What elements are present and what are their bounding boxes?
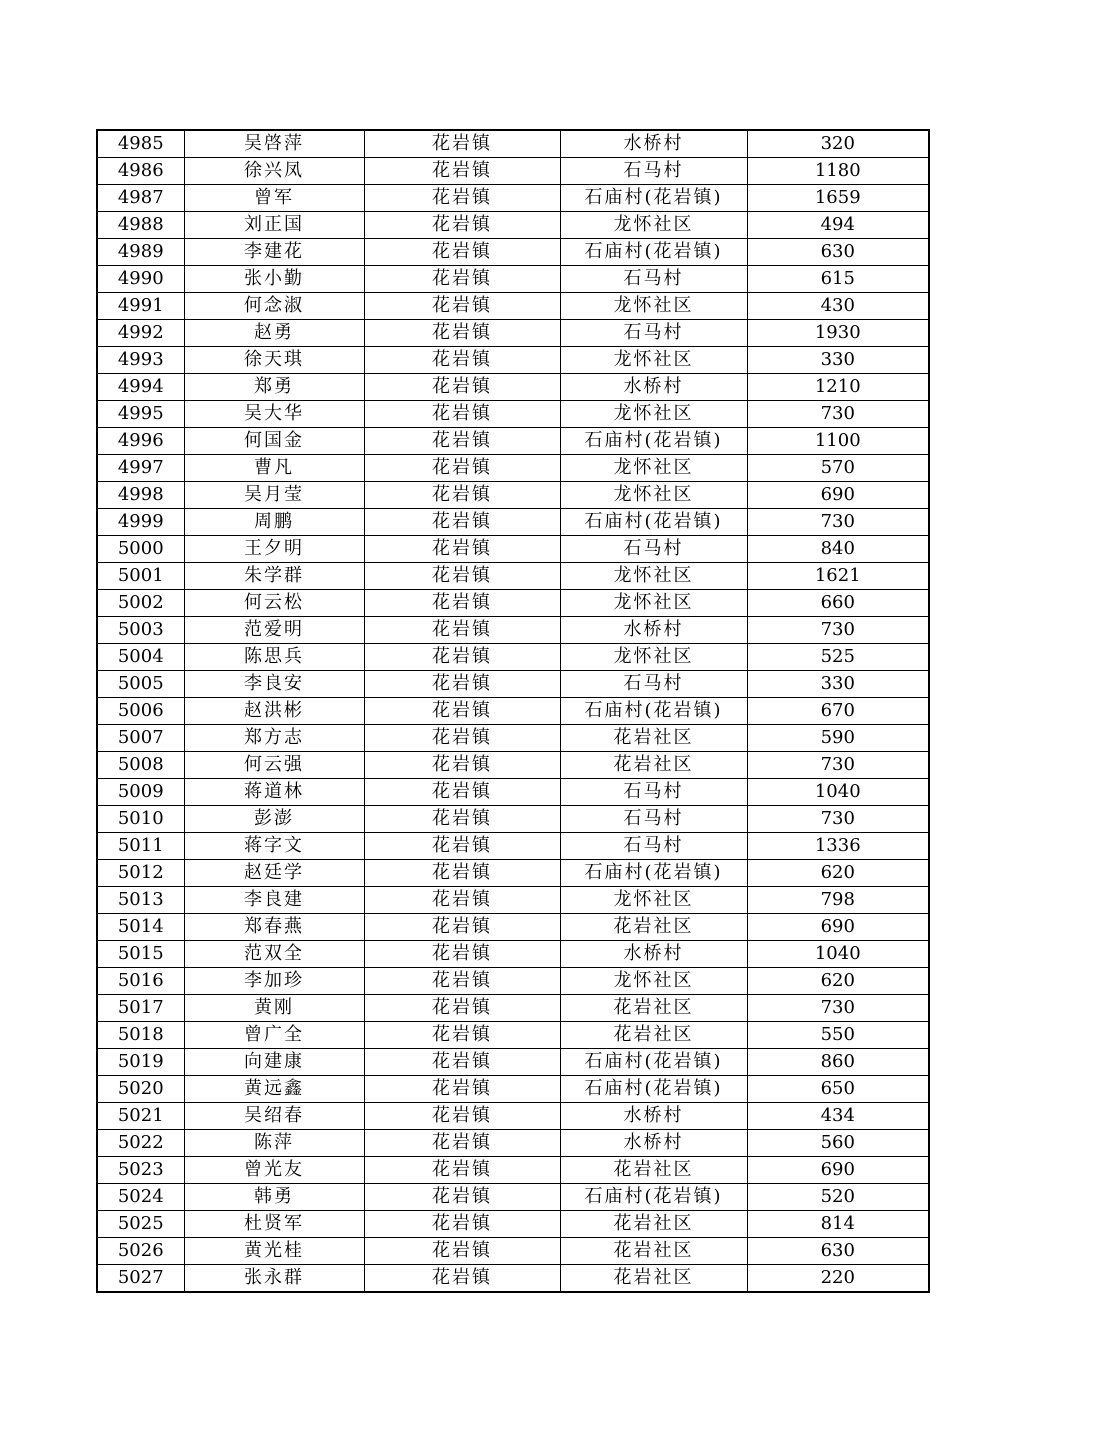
cell-amount: 330 [747,347,929,374]
cell-town: 花岩镇 [364,401,560,428]
cell-id: 5018 [97,1022,184,1049]
cell-name: 曾军 [184,185,364,212]
cell-name: 徐兴凤 [184,158,364,185]
cell-amount: 434 [747,1103,929,1130]
cell-id: 5009 [97,779,184,806]
cell-town: 花岩镇 [364,1130,560,1157]
cell-village: 石马村 [560,536,747,563]
cell-name: 黄光桂 [184,1238,364,1265]
table-row [97,887,929,914]
cell-name: 曾广全 [184,1022,364,1049]
cell-town: 花岩镇 [364,185,560,212]
cell-id: 4995 [97,401,184,428]
cell-village: 石马村 [560,158,747,185]
cell-id: 4986 [97,158,184,185]
table-row [97,1211,929,1238]
cell-village: 花岩社区 [560,1157,747,1184]
cell-id: 4998 [97,482,184,509]
table-row [97,725,929,752]
cell-name: 杜贤军 [184,1211,364,1238]
table-row [97,374,929,401]
cell-town: 花岩镇 [364,914,560,941]
table-row [97,1022,929,1049]
cell-name: 张小勤 [184,266,364,293]
table-row [97,941,929,968]
cell-town: 花岩镇 [364,725,560,752]
cell-amount: 730 [747,806,929,833]
cell-id: 5014 [97,914,184,941]
cell-village: 花岩社区 [560,914,747,941]
table-row [97,509,929,536]
cell-name: 王夕明 [184,536,364,563]
cell-village: 石马村 [560,833,747,860]
table-row [97,1184,929,1211]
cell-town: 花岩镇 [364,320,560,347]
cell-amount: 590 [747,725,929,752]
cell-village: 龙怀社区 [560,590,747,617]
cell-village: 龙怀社区 [560,347,747,374]
cell-id: 4996 [97,428,184,455]
table-row [97,563,929,590]
cell-name: 吴啓萍 [184,130,364,158]
cell-name: 李建花 [184,239,364,266]
table-row [97,698,929,725]
cell-name: 陈思兵 [184,644,364,671]
cell-amount: 1100 [747,428,929,455]
cell-amount: 814 [747,1211,929,1238]
table-row [97,266,929,293]
cell-name: 赵廷学 [184,860,364,887]
table-row [97,1076,929,1103]
cell-id: 5002 [97,590,184,617]
cell-town: 花岩镇 [364,563,560,590]
cell-amount: 860 [747,1049,929,1076]
cell-id: 5016 [97,968,184,995]
cell-town: 花岩镇 [364,1103,560,1130]
cell-town: 花岩镇 [364,590,560,617]
cell-village: 龙怀社区 [560,563,747,590]
cell-name: 何念淑 [184,293,364,320]
cell-name: 蒋字文 [184,833,364,860]
cell-amount: 1040 [747,941,929,968]
cell-id: 5015 [97,941,184,968]
cell-town: 花岩镇 [364,536,560,563]
cell-amount: 620 [747,968,929,995]
cell-name: 刘正国 [184,212,364,239]
cell-id: 5004 [97,644,184,671]
cell-town: 花岩镇 [364,860,560,887]
table-row [97,212,929,239]
cell-id: 4990 [97,266,184,293]
cell-name: 徐天琪 [184,347,364,374]
table-row [97,860,929,887]
cell-town: 花岩镇 [364,347,560,374]
cell-amount: 1659 [747,185,929,212]
cell-id: 5013 [97,887,184,914]
cell-town: 花岩镇 [364,455,560,482]
cell-id: 5007 [97,725,184,752]
table-row [97,644,929,671]
cell-amount: 525 [747,644,929,671]
table-body [97,130,929,1292]
cell-amount: 630 [747,1238,929,1265]
table-row [97,347,929,374]
cell-town: 花岩镇 [364,968,560,995]
cell-id: 4992 [97,320,184,347]
cell-id: 5022 [97,1130,184,1157]
table-row [97,833,929,860]
cell-town: 花岩镇 [364,617,560,644]
cell-village: 花岩社区 [560,1022,747,1049]
cell-name: 周鹏 [184,509,364,536]
cell-id: 4989 [97,239,184,266]
cell-amount: 730 [747,401,929,428]
cell-amount: 730 [747,995,929,1022]
cell-name: 李良建 [184,887,364,914]
cell-village: 龙怀社区 [560,293,747,320]
table-row [97,1130,929,1157]
cell-name: 范双全 [184,941,364,968]
cell-amount: 560 [747,1130,929,1157]
table-row [97,428,929,455]
cell-name: 陈萍 [184,1130,364,1157]
data-table [96,129,930,1293]
cell-name: 蒋道林 [184,779,364,806]
table-row [97,968,929,995]
table-row [97,239,929,266]
cell-village: 石马村 [560,320,747,347]
cell-village: 龙怀社区 [560,482,747,509]
cell-id: 5010 [97,806,184,833]
table-row [97,752,929,779]
table-row [97,293,929,320]
cell-id: 5025 [97,1211,184,1238]
cell-amount: 670 [747,698,929,725]
cell-amount: 550 [747,1022,929,1049]
cell-village: 石庙村(花岩镇) [560,1076,747,1103]
cell-village: 石庙村(花岩镇) [560,1049,747,1076]
cell-name: 张永群 [184,1265,364,1293]
cell-name: 黄刚 [184,995,364,1022]
cell-amount: 494 [747,212,929,239]
table-row [97,1049,929,1076]
cell-id: 4985 [97,130,184,158]
cell-town: 花岩镇 [364,428,560,455]
cell-amount: 840 [747,536,929,563]
table-row [97,130,929,158]
cell-amount: 330 [747,671,929,698]
cell-amount: 570 [747,455,929,482]
cell-village: 龙怀社区 [560,968,747,995]
cell-village: 水桥村 [560,1103,747,1130]
cell-amount: 430 [747,293,929,320]
cell-town: 花岩镇 [364,212,560,239]
cell-id: 4999 [97,509,184,536]
cell-town: 花岩镇 [364,806,560,833]
cell-amount: 1930 [747,320,929,347]
cell-town: 花岩镇 [364,158,560,185]
cell-name: 郑方志 [184,725,364,752]
cell-village: 水桥村 [560,941,747,968]
cell-id: 5027 [97,1265,184,1293]
cell-name: 赵洪彬 [184,698,364,725]
cell-village: 石庙村(花岩镇) [560,1184,747,1211]
cell-name: 吴月莹 [184,482,364,509]
cell-id: 5023 [97,1157,184,1184]
cell-amount: 798 [747,887,929,914]
cell-amount: 220 [747,1265,929,1293]
cell-village: 石马村 [560,671,747,698]
cell-town: 花岩镇 [364,941,560,968]
table-row [97,1103,929,1130]
cell-amount: 730 [747,617,929,644]
cell-id: 5003 [97,617,184,644]
cell-village: 水桥村 [560,1130,747,1157]
table-row [97,1238,929,1265]
cell-town: 花岩镇 [364,671,560,698]
cell-id: 4991 [97,293,184,320]
cell-village: 石马村 [560,779,747,806]
cell-town: 花岩镇 [364,887,560,914]
cell-name: 韩勇 [184,1184,364,1211]
cell-name: 李加珍 [184,968,364,995]
cell-village: 花岩社区 [560,752,747,779]
cell-village: 龙怀社区 [560,887,747,914]
cell-town: 花岩镇 [364,1211,560,1238]
table-row [97,320,929,347]
cell-village: 石庙村(花岩镇) [560,698,747,725]
cell-name: 何云强 [184,752,364,779]
cell-name: 曹凡 [184,455,364,482]
cell-village: 花岩社区 [560,1238,747,1265]
cell-name: 范爱明 [184,617,364,644]
cell-id: 5000 [97,536,184,563]
cell-amount: 730 [747,509,929,536]
table-row [97,536,929,563]
table-row [97,482,929,509]
cell-village: 花岩社区 [560,725,747,752]
table-row [97,401,929,428]
cell-town: 花岩镇 [364,779,560,806]
cell-town: 花岩镇 [364,293,560,320]
table-row [97,185,929,212]
cell-town: 花岩镇 [364,1049,560,1076]
cell-id: 4993 [97,347,184,374]
cell-town: 花岩镇 [364,833,560,860]
cell-id: 5006 [97,698,184,725]
cell-town: 花岩镇 [364,239,560,266]
cell-town: 花岩镇 [364,374,560,401]
cell-village: 水桥村 [560,617,747,644]
cell-name: 李良安 [184,671,364,698]
cell-amount: 690 [747,482,929,509]
cell-village: 石庙村(花岩镇) [560,509,747,536]
cell-village: 花岩社区 [560,1265,747,1293]
cell-amount: 650 [747,1076,929,1103]
cell-name: 郑春燕 [184,914,364,941]
cell-town: 花岩镇 [364,644,560,671]
cell-village: 石庙村(花岩镇) [560,185,747,212]
cell-name: 何国金 [184,428,364,455]
cell-id: 5024 [97,1184,184,1211]
cell-id: 5017 [97,995,184,1022]
cell-town: 花岩镇 [364,1238,560,1265]
cell-name: 赵勇 [184,320,364,347]
table-row [97,806,929,833]
table-row [97,914,929,941]
cell-name: 何云松 [184,590,364,617]
cell-village: 石庙村(花岩镇) [560,428,747,455]
cell-village: 石庙村(花岩镇) [560,239,747,266]
cell-village: 石马村 [560,266,747,293]
cell-amount: 660 [747,590,929,617]
cell-town: 花岩镇 [364,698,560,725]
table-row [97,455,929,482]
cell-town: 花岩镇 [364,752,560,779]
cell-town: 花岩镇 [364,482,560,509]
table-row [97,671,929,698]
cell-town: 花岩镇 [364,1022,560,1049]
cell-amount: 1180 [747,158,929,185]
cell-name: 黄远鑫 [184,1076,364,1103]
cell-name: 吴绍春 [184,1103,364,1130]
cell-name: 吴大华 [184,401,364,428]
cell-amount: 320 [747,130,929,158]
cell-name: 朱学群 [184,563,364,590]
cell-id: 5020 [97,1076,184,1103]
cell-id: 5008 [97,752,184,779]
cell-amount: 630 [747,239,929,266]
cell-id: 5026 [97,1238,184,1265]
cell-amount: 520 [747,1184,929,1211]
cell-id: 4997 [97,455,184,482]
cell-amount: 1040 [747,779,929,806]
cell-village: 花岩社区 [560,1211,747,1238]
cell-amount: 690 [747,1157,929,1184]
cell-name: 曾光友 [184,1157,364,1184]
cell-town: 花岩镇 [364,1076,560,1103]
cell-id: 5001 [97,563,184,590]
cell-town: 花岩镇 [364,509,560,536]
cell-amount: 690 [747,914,929,941]
cell-village: 花岩社区 [560,995,747,1022]
cell-id: 5019 [97,1049,184,1076]
cell-town: 花岩镇 [364,130,560,158]
cell-amount: 730 [747,752,929,779]
table-row [97,995,929,1022]
cell-id: 4987 [97,185,184,212]
cell-town: 花岩镇 [364,1184,560,1211]
cell-amount: 1336 [747,833,929,860]
cell-town: 花岩镇 [364,1157,560,1184]
cell-village: 龙怀社区 [560,455,747,482]
cell-village: 石马村 [560,806,747,833]
table-row [97,158,929,185]
table-row [97,617,929,644]
cell-id: 5021 [97,1103,184,1130]
cell-village: 龙怀社区 [560,401,747,428]
cell-village: 石庙村(花岩镇) [560,860,747,887]
table-row [97,590,929,617]
cell-amount: 1621 [747,563,929,590]
cell-village: 龙怀社区 [560,644,747,671]
cell-id: 5005 [97,671,184,698]
cell-id: 5011 [97,833,184,860]
cell-village: 水桥村 [560,130,747,158]
cell-id: 4994 [97,374,184,401]
cell-village: 水桥村 [560,374,747,401]
cell-town: 花岩镇 [364,995,560,1022]
cell-amount: 615 [747,266,929,293]
cell-id: 4988 [97,212,184,239]
cell-amount: 1210 [747,374,929,401]
cell-amount: 620 [747,860,929,887]
cell-town: 花岩镇 [364,1265,560,1293]
cell-name: 向建康 [184,1049,364,1076]
cell-name: 郑勇 [184,374,364,401]
table-row [97,1157,929,1184]
cell-town: 花岩镇 [364,266,560,293]
cell-id: 5012 [97,860,184,887]
cell-village: 龙怀社区 [560,212,747,239]
table-row [97,1265,929,1293]
table-row [97,779,929,806]
cell-name: 彭澎 [184,806,364,833]
